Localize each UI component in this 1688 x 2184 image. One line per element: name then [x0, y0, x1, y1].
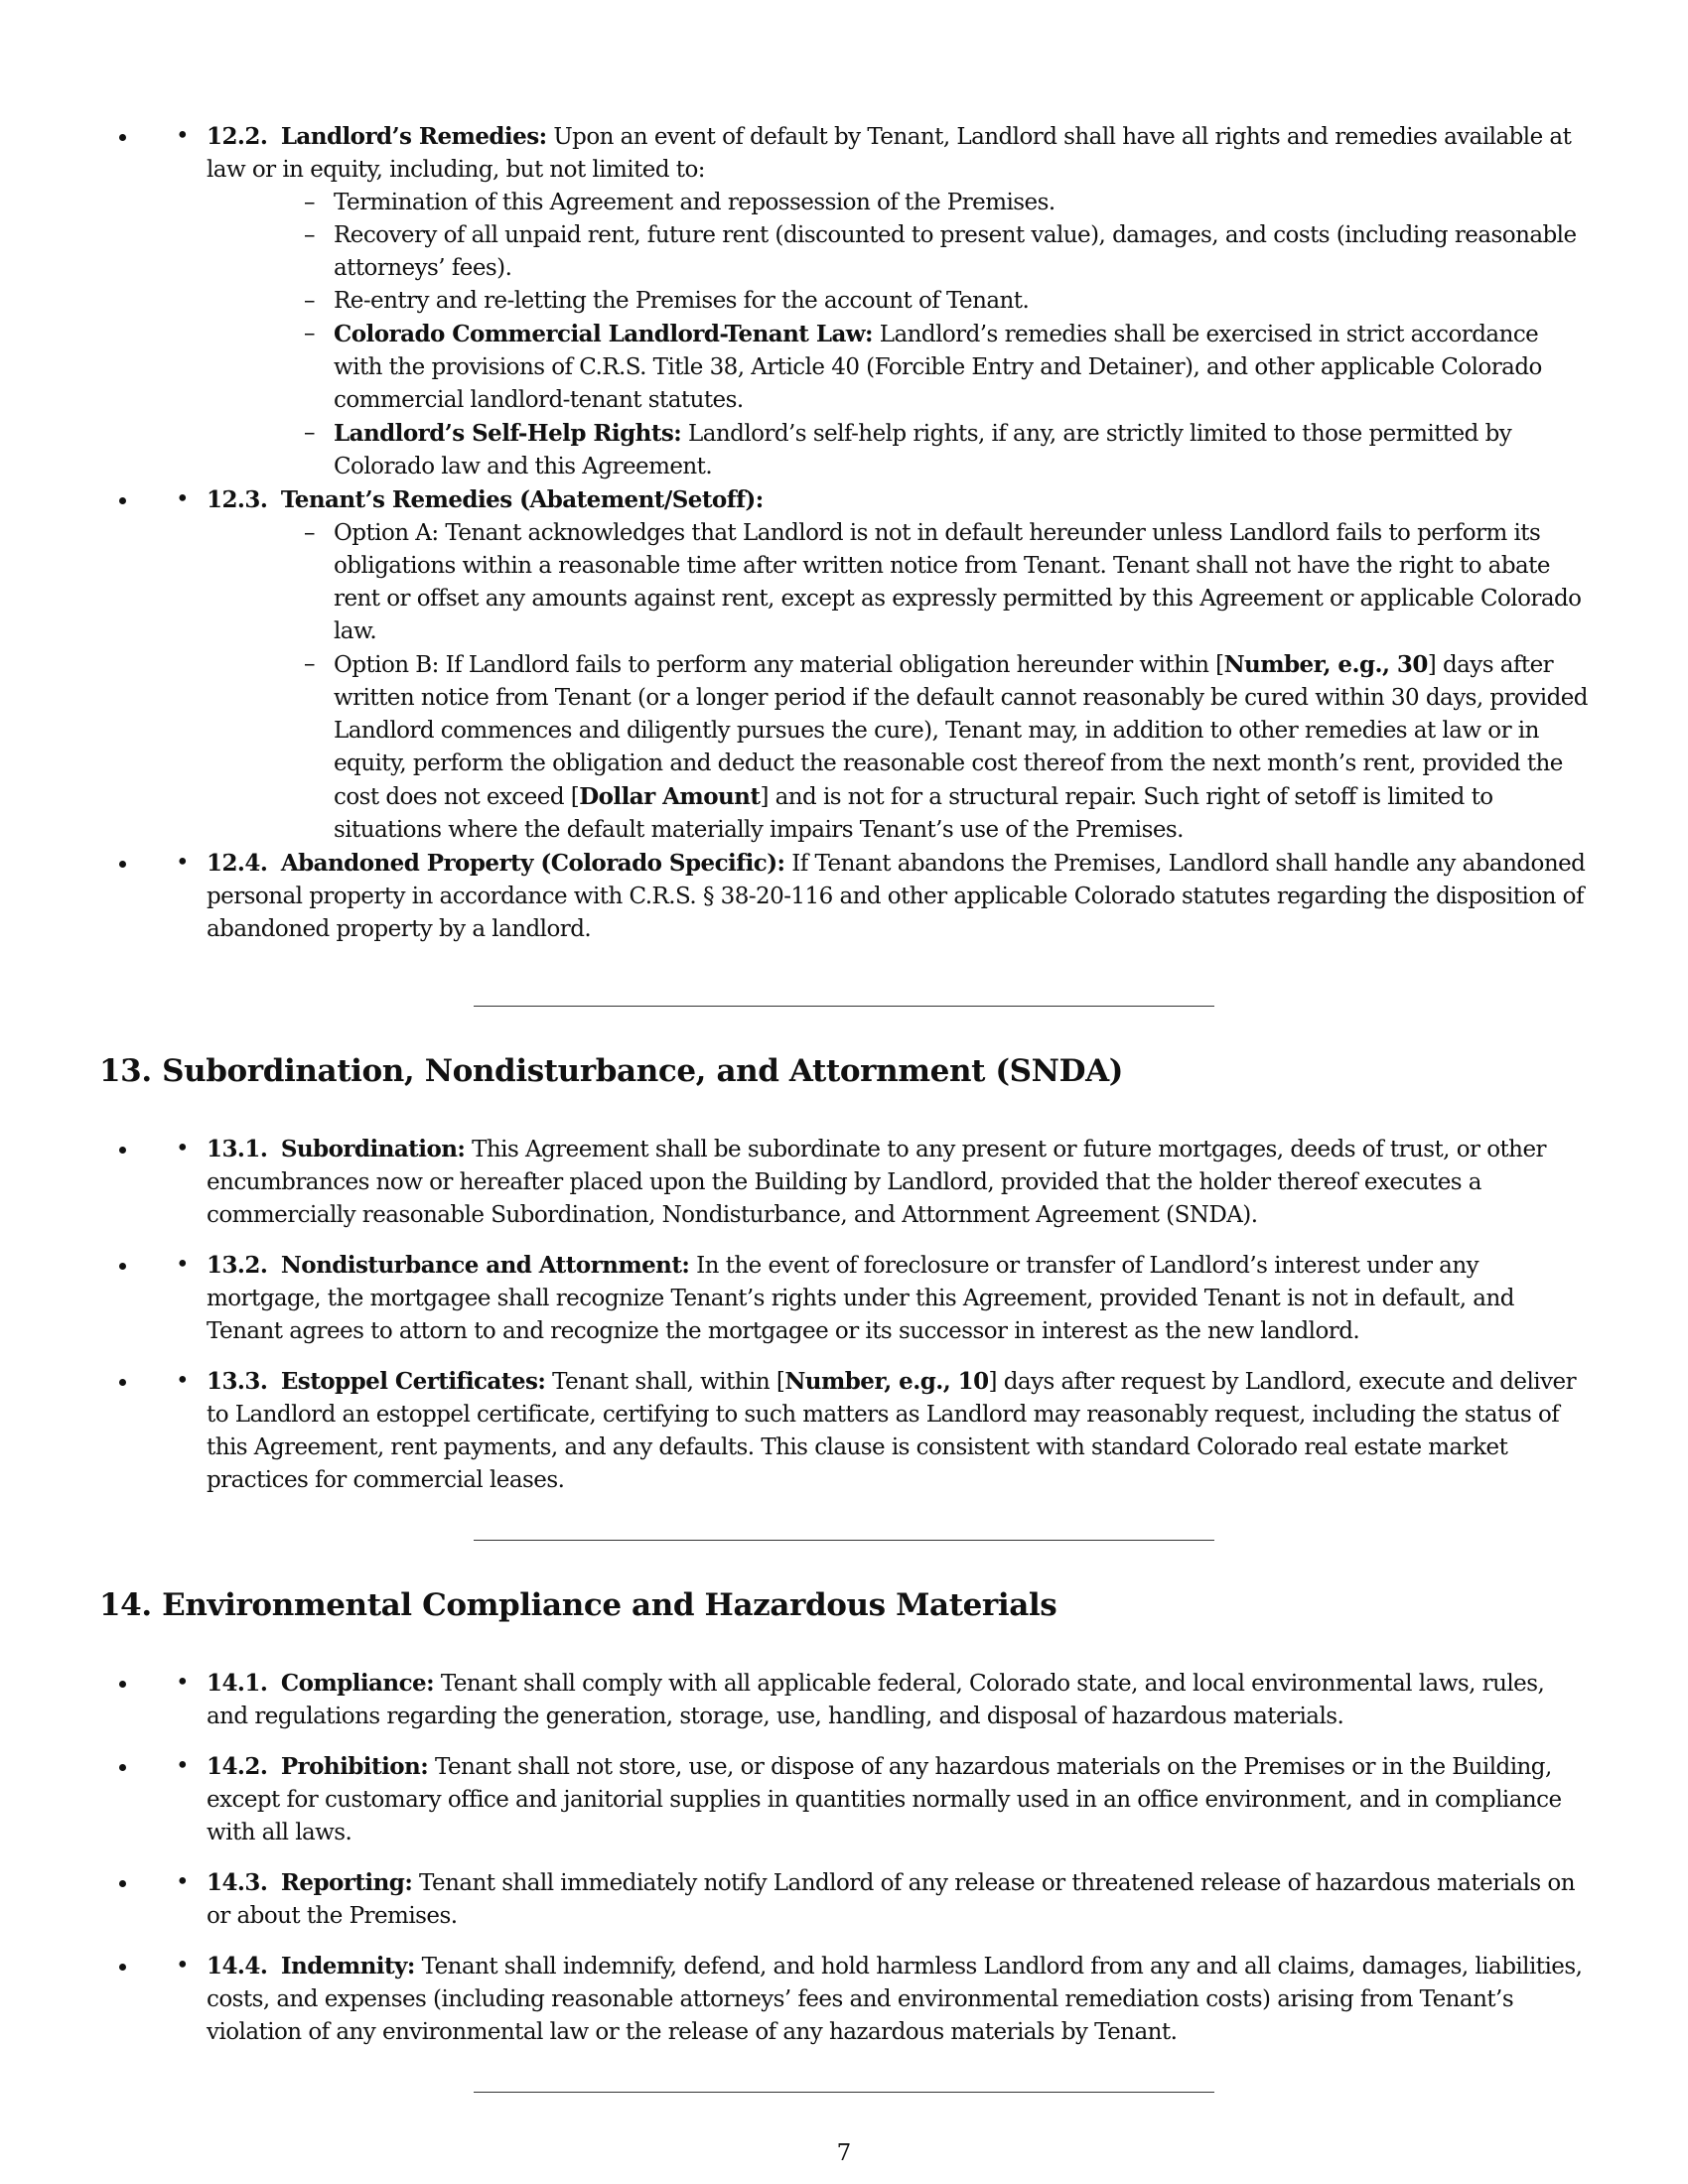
item-title: Reporting:: [280, 1869, 413, 1896]
sub-item-title: Landlord’s Self-Help Rights:: [334, 420, 682, 447]
section-14-heading: 14. Environmental Compliance and Hazardous Materials: [99, 1587, 1057, 1623]
sub-item-colorado-law: [207, 318, 1589, 417]
list-item-13-3: [139, 1365, 1589, 1497]
list-item-13-1: [139, 1133, 1589, 1232]
list-item-14-1: [139, 1667, 1589, 1733]
section-12-list: [99, 120, 1589, 946]
placeholder-number: Number, e.g., 10: [784, 1368, 989, 1395]
section-13-list: [99, 1133, 1589, 1497]
item-number: 14.1.: [207, 1670, 268, 1697]
item-title: Subordination:: [280, 1136, 466, 1162]
item-number: 12.3.: [207, 486, 268, 513]
list-item-12-4: [139, 847, 1589, 946]
sub-item-title: Colorado Commercial Landlord-Tenant Law:: [334, 321, 873, 347]
section-14-list: [99, 1667, 1589, 2049]
list-item-12-2: [139, 120, 1589, 483]
item-text: This Agreement shall be subordinate to any present or future mortgages, deeds of trust, or other encumbrances now or hereafter placed upon the Building by Landlord, provided that the holder thereof executes a commercially reasonable Subordination, Nondisturbance, and Attornment Agreement (SNDA).: [207, 1137, 1546, 1228]
item-text: ] days after request by Landlord, execute and deliver to Landlord an estoppel certificate, certifying to such matters as Landlord may reasonably request, including the status of this Agreement, rent payments, and any defaults. This clause is consistent with standard Colorado real estate market practices for commercial leases.: [207, 1369, 1577, 1493]
item-number: 12.2.: [207, 123, 268, 150]
sub-item: – Re-entry and re-letting the Premises for the account of Tenant.: [207, 285, 1589, 318]
item-text: Upon an event of default by Tenant, Landlord shall have all rights and remedies available at law or in equity, including, but not limited to:: [207, 124, 1572, 183]
sub-item-self-help: [207, 417, 1589, 483]
item-title: Compliance:: [280, 1670, 435, 1697]
option-b-text: ] days after written notice from Tenant (or a longer period if the default cannot reasonably be cured within 30 days, provided Landlord commences and diligently pursues the cure), Tenant may, in addition to other remedies at law or in equity, perform the obligation and deduct the reasonable cost thereof from the next month’s rent, provided the cost does not exceed [: [334, 652, 1588, 810]
item-title: Landlord’s Remedies:: [280, 123, 547, 150]
item-title: Prohibition:: [280, 1753, 429, 1780]
list-item-14-3: [139, 1866, 1589, 1933]
item-number: 14.4.: [207, 1953, 268, 1979]
option-b-text: ] and is not for a structural repair. Such right of setoff is limited to situations where the default materially impairs Tenant’s use of the Premises.: [334, 784, 1493, 843]
placeholder-number: Number, e.g., 30: [1223, 651, 1428, 678]
section-divider: [474, 2092, 1214, 2093]
item-number: 13.1.: [207, 1136, 268, 1162]
sub-item-text: Landlord’s remedies shall be exercised in strict accordance with the provisions of C.R.S. Title 38, Article 40 (Forcible Entry and Detainer), and other applicable Colorado commercial landlord-tenant statutes.: [334, 322, 1542, 413]
placeholder-dollar: Dollar Amount: [579, 783, 761, 810]
sub-item-option-b: [207, 648, 1589, 847]
document-page: [99, 97, 1589, 2093]
list-item-12-3: [139, 483, 1589, 847]
list-item-13-2: [139, 1249, 1589, 1348]
item-number: 14.3.: [207, 1869, 268, 1896]
item-title: Abandoned Property (Colorado Specific):: [280, 850, 785, 877]
page-number: 7: [836, 2140, 852, 2166]
item-title: Tenant’s Remedies (Abatement/Setoff):: [280, 486, 764, 513]
option-b-text: Option B: If Landlord fails to perform any material obligation hereunder within [: [334, 652, 1224, 678]
sub-item-option-a: – Option A: Tenant acknowledges that Landlord is not in default hereunder unless Landlord fails to perform its obligations within a reasonable time after written notice from Tenant. Tenant shall not have the right to abate rent or offset any amounts against rent, except as expressly permitted by this Agreement or applicable Colorado law.: [207, 517, 1589, 648]
item-text: In the event of foreclosure or transfer of Landlord’s interest under any mortgage, the mortgagee shall recognize Tenant’s rights under this Agreement, provided Tenant is not in default, and Tenant agrees to attorn to and recognize the mortgagee or its successor in interest as the new landlord.: [207, 1253, 1514, 1344]
section-13-heading: 13. Subordination, Nondisturbance, and Attornment (SNDA): [99, 1053, 1123, 1089]
item-number: 13.2.: [207, 1252, 268, 1279]
item-number: 14.2.: [207, 1753, 268, 1780]
list-item-14-2: [139, 1750, 1589, 1849]
item-title: Nondisturbance and Attornment:: [280, 1252, 690, 1279]
item-text: Tenant shall indemnify, defend, and hold harmless Landlord from any and all claims, damages, liabilities, costs, and expenses (including reasonable attorneys’ fees and environmental remediation costs) arising from Tenant’s violation of any environmental law or the release of any hazardous materials by Tenant.: [207, 1954, 1583, 2045]
sub-item: – Termination of this Agreement and repossession of the Premises.: [207, 187, 1589, 219]
item-title: Estoppel Certificates:: [280, 1368, 546, 1395]
sub-item-text: Landlord’s self-help rights, if any, are strictly limited to those permitted by Colorado law and this Agreement.: [334, 421, 1512, 479]
sub-item: – Recovery of all unpaid rent, future rent (discounted to present value), damages, and costs (including reasonable attorneys’ fees).: [207, 219, 1589, 285]
item-number: 13.3.: [207, 1368, 268, 1395]
item-number: 12.4.: [207, 850, 268, 877]
item-text: Tenant shall not store, use, or dispose of any hazardous materials on the Premises or in the Building, except for customary office and janitorial supplies in quantities normally used in an office environment, and in compliance with all laws.: [207, 1754, 1562, 1845]
item-text: Tenant shall comply with all applicable federal, Colorado state, and local environmental laws, rules, and regulations regarding the generation, storage, use, handling, and disposal of hazardous materials.: [207, 1671, 1545, 1729]
item-text: Tenant shall immediately notify Landlord of any release or threatened release of hazardous materials on or about the Premises.: [207, 1870, 1575, 1929]
item-text: Tenant shall, within [: [552, 1369, 785, 1395]
list-item-14-4: [139, 1950, 1589, 2049]
item-title: Indemnity:: [280, 1953, 415, 1979]
item-text: If Tenant abandons the Premises, Landlord shall handle any abandoned personal property in accordance with C.R.S. § 38-20-116 and other applicable Colorado statutes regarding the disposition of abandoned property by a landlord.: [207, 851, 1586, 942]
